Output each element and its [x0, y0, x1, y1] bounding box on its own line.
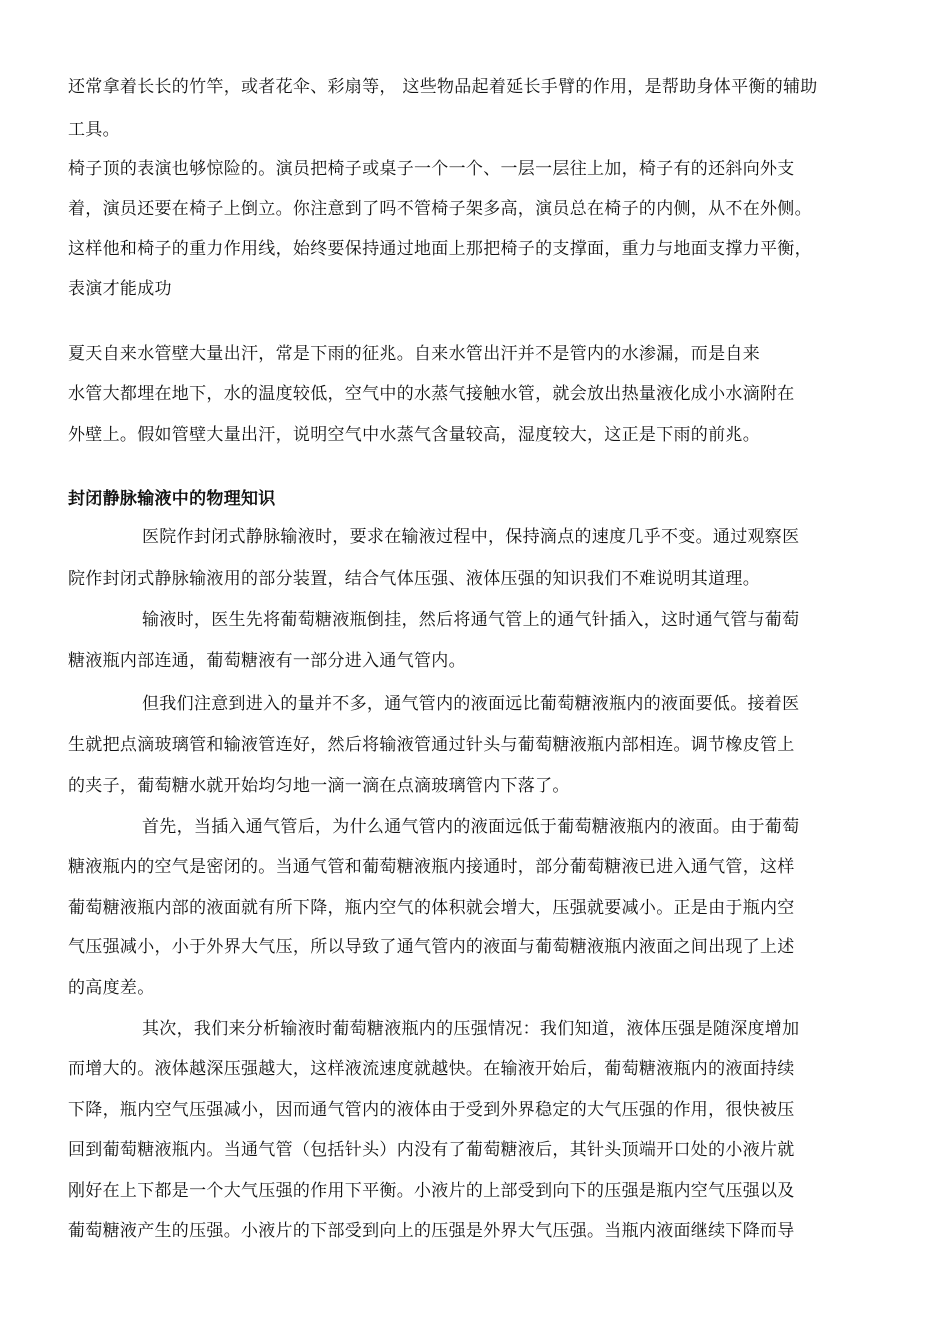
- text-line: 生就把点滴玻璃管和输液管连好，然后将输液管通过针头与葡萄糖液瓶内部相连。调节橡皮管上: [68, 735, 795, 755]
- text-line: 糖液瓶内的空气是密闭的。当通气管和葡萄糖液瓶内接通时，部分葡萄糖液已进入通气管，这样: [68, 857, 795, 877]
- text-line: 医院作封闭式静脉输液时，要求在输液过程中，保持滴点的速度几乎不变。通过观察医: [142, 527, 800, 547]
- text-line: 工具。: [68, 120, 120, 140]
- text-line: 输液时，医生先将葡萄糖液瓶倒挂，然后将通气管上的通气针插入，这时通气管与葡萄: [142, 610, 800, 630]
- text-line: 下降，瓶内空气压强减小，因而通气管内的液体由于受到外界稳定的大气压强的作用，很快被压: [68, 1100, 795, 1120]
- text-line: 而增大的。液体越深压强越大，这样液流速度就越快。在输液开始后，葡萄糖液瓶内的液面持续: [68, 1059, 795, 1079]
- text-line: 椅子顶的表演也够惊险的。演员把椅子或桌子一个一个、一层一层往上加，椅子有的还斜向外支: [68, 159, 795, 179]
- text-line: 首先，当插入通气管后，为什么通气管内的液面远低于葡萄糖液瓶内的液面。由于葡萄: [142, 817, 800, 837]
- text-line: 葡萄糖液产生的压强。小液片的下部受到向上的压强是外界大气压强。当瓶内液面继续下降而导: [68, 1221, 795, 1241]
- text-line: 葡萄糖液瓶内部的液面就有所下降，瓶内空气的体积就会增大，压强就要减小。正是由于瓶内空: [68, 898, 795, 918]
- text-line: 表演才能成功: [68, 279, 172, 299]
- text-line: 但我们注意到进入的量并不多，通气管内的液面远比葡萄糖液瓶内的液面要低。接着医: [142, 694, 800, 714]
- text-line: 的夹子，葡萄糖水就开始均匀地一滴一滴在点滴玻璃管内下落了。: [68, 776, 570, 796]
- text-line: 刚好在上下都是一个大气压强的作用下平衡。小液片的上部受到向下的压强是瓶内空气压强以及: [68, 1181, 795, 1201]
- text-line: 气压强减小，小于外界大气压，所以导致了通气管内的液面与葡萄糖液瓶内液面之间出现了上述: [68, 937, 795, 957]
- text-line: 外壁上。假如管壁大量出汗，说明空气中水蒸气含量较高，湿度较大，这正是下雨的前兆。: [68, 425, 760, 445]
- text-line: 着，演员还要在椅子上倒立。你注意到了吗不管椅子架多高，演员总在椅子的内侧，从不在外侧。: [68, 199, 812, 219]
- text-line: 还常拿着长长的竹竿，或者花伞、彩扇等， 这些物品起着延长手臂的作用，是帮助身体平衡的辅助: [68, 77, 818, 97]
- text-line: 的高度差。: [68, 978, 155, 998]
- text-line: 院作封闭式静脉输液用的部分装置，结合气体压强、液体压强的知识我们不难说明其道理。: [68, 569, 760, 589]
- section-heading: 封闭静脉输液中的物理知识: [68, 489, 276, 509]
- text-line: 糖液瓶内部连通，葡萄糖液有一部分进入通气管内。: [68, 651, 466, 671]
- text-line: 回到葡萄糖液瓶内。当通气管（包括针头）内没有了葡萄糖液后，其针头顶端开口处的小液片就: [68, 1140, 795, 1160]
- text-line: 其次，我们来分析输液时葡萄糖液瓶内的压强情况：我们知道，液体压强是随深度增加: [142, 1019, 800, 1039]
- text-line: 水管大都埋在地下，水的温度较低，空气中的水蒸气接触水管，就会放出热量液化成小水滴附在: [68, 384, 795, 404]
- text-line: 夏天自来水管壁大量出汗，常是下雨的征兆。自来水管出汗并不是管内的水渗漏，而是自来: [68, 344, 760, 364]
- text-line: 这样他和椅子的重力作用线，始终要保持通过地面上那把椅子的支撑面，重力与地面支撑力平衡，: [68, 239, 812, 259]
